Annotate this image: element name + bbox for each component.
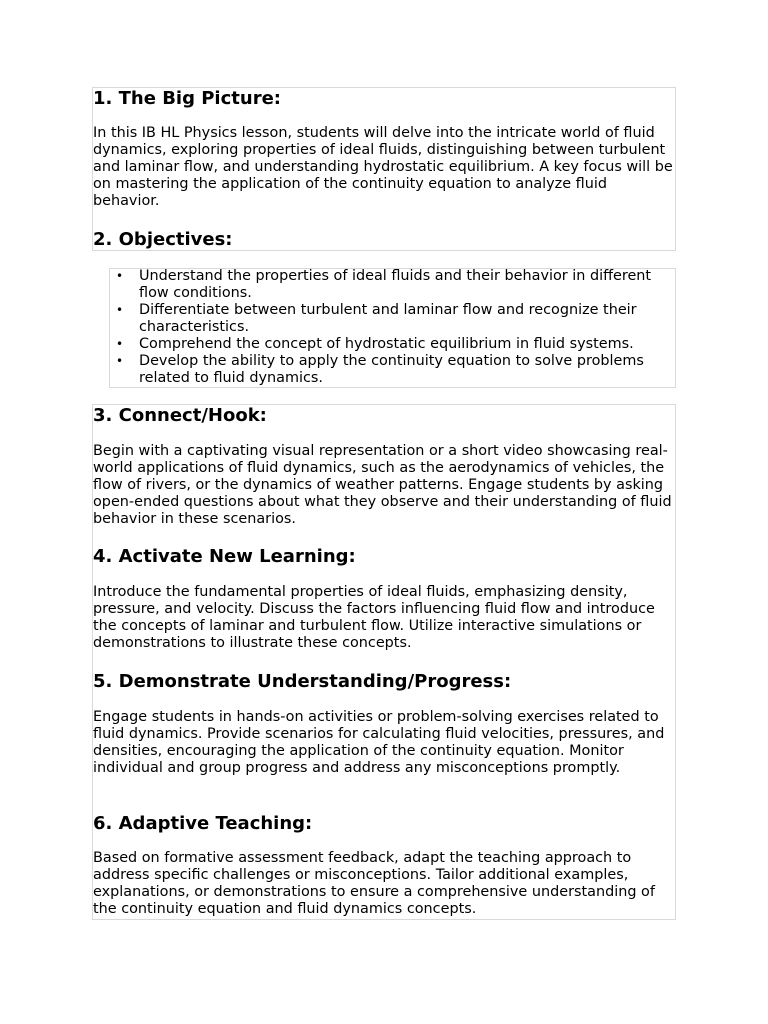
- section-heading-big-picture: 1. The Big Picture:: [93, 88, 281, 109]
- bullet-icon: •: [116, 303, 124, 317]
- list-item: [110, 268, 675, 302]
- section-heading-objectives: 2. Objectives:: [93, 229, 233, 250]
- activate-new-learning-paragraph: Introduce the fundamental properties of ideal fluids, emphasizing density, pressure, and velocity. Discuss the factors influencing fluid flow and introduce the concepts of laminar and turbulent flow. Utilize interactive simulations or demonstrations to illustrate these concepts.: [93, 584, 655, 651]
- objectives-list: [110, 268, 675, 387]
- objective-text: Develop the ability to apply the continuity equation to solve problems related to fluid dynamics.: [139, 353, 644, 386]
- list-item: [110, 353, 675, 387]
- objective-text: Differentiate between turbulent and laminar flow and recognize their characteristics.: [139, 302, 637, 335]
- section-heading-activate-new-learning: 4. Activate New Learning:: [93, 546, 356, 567]
- list-item: [110, 302, 675, 336]
- section-heading-adaptive-teaching: 6. Adaptive Teaching:: [93, 813, 313, 834]
- bullet-icon: •: [116, 337, 124, 351]
- objective-text: Understand the properties of ideal fluids and their behavior in different flow conditions.: [139, 268, 652, 301]
- section-heading-connect-hook: 3. Connect/Hook:: [93, 405, 267, 426]
- section-heading-demonstrate-understanding: 5. Demonstrate Understanding/Progress:: [93, 671, 512, 692]
- demonstrate-understanding-paragraph: Engage students in hands-on activities or problem-solving exercises related to fluid dynamics. Provide scenarios for calculating fluid velocities, pressures, and densities, encouraging the application of the continuity equation. Monitor individual and group progress and address any misconceptions promptly.: [93, 709, 665, 776]
- bullet-icon: •: [116, 354, 124, 368]
- connect-hook-paragraph: Begin with a captivating visual representation or a short video showcasing real-world applications of fluid dynamics, such as the aerodynamics of vehicles, the flow of rivers, or the dynamics of weather patterns. Engage students by asking open-ended questions about what they observe and their understanding of fluid behavior in these scenarios.: [93, 443, 672, 527]
- objective-text: Comprehend the concept of hydrostatic equilibrium in fluid systems.: [139, 336, 634, 352]
- list-item: [110, 336, 675, 353]
- adaptive-teaching-paragraph: Based on formative assessment feedback, adapt the teaching approach to address specific challenges or misconceptions. Tailor additional examples, explanations, or demonstrations to ensure a comprehensive understanding of the continuity equation and fluid dynamics concepts.: [93, 850, 655, 917]
- big-picture-paragraph: In this IB HL Physics lesson, students will delve into the intricate world of fluid dynamics, exploring properties of ideal fluids, distinguishing between turbulent and laminar flow, and understanding hydrostatic equilibrium. A key focus will be on mastering the application of the continuity equation to analyze fluid behavior.: [93, 125, 673, 209]
- bullet-icon: •: [116, 269, 124, 283]
